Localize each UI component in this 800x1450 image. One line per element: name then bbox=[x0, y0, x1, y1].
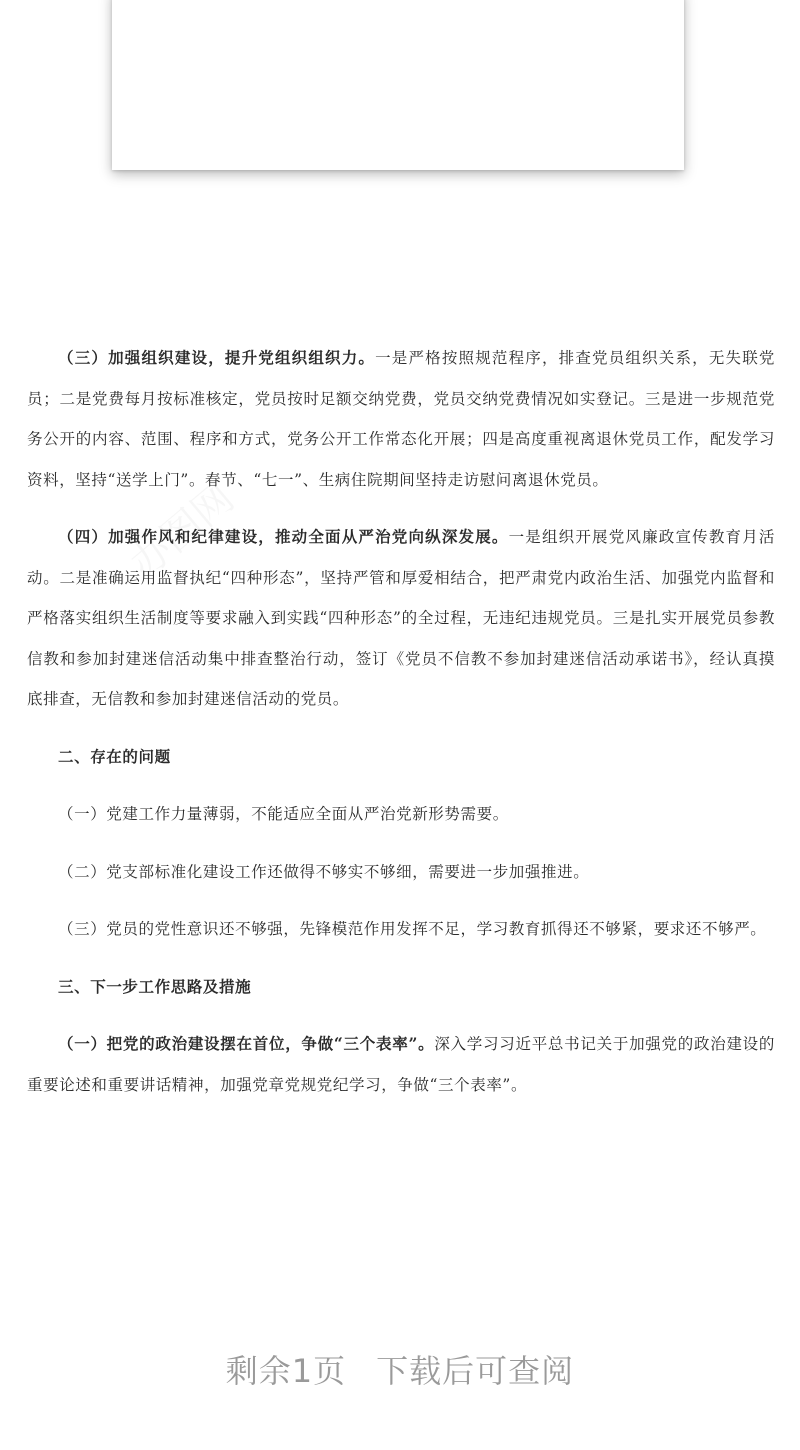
paragraph-text: 一是严格按照规范程序，排查党员组织关系，无失联党员；二是党费每月按标准核定，党员按时足额交纳党费，党员交纳党费情况如实登记。三是进一步规范党务公开的内容、范围、程序和方式，党务公开工作常态化开展；四是高度重视离退休党员工作，配发学习资料，坚持“送学上门”。春节、“七一”、生病住院期间坚持走访慰问离退休党员。 bbox=[27, 349, 775, 489]
paragraph-lead: （三）加强组织建设，提升党组织组织力。 bbox=[58, 348, 376, 367]
problem-item: （三）党员的党性意识还不够强，先锋模范作用发挥不足，学习教育抓得还不够紧，要求还不够严。 bbox=[58, 920, 767, 938]
problem-item: （一）党建工作力量薄弱，不能适应全面从严治党新形势需要。 bbox=[58, 805, 509, 823]
section-heading-problems: 二、存在的问题 bbox=[58, 746, 171, 766]
paragraph-text: 一是组织开展党风廉政宣传教育月活动。二是准确运用监督执纪“四种形态”，坚持严管和厚爱相结合，把严肃党内政治生活、加强党内监督和严格落实组织生活制度等要求融入到实践“四种形态”的全过程，无违纪违规党员。三是扎实开展党员参教信教和参加封建迷信活动集中排查整治行动，签订《党员不信教不参加封建迷信活动承诺书》，经认真摸底排查，无信教和参加封建迷信活动的党员。 bbox=[27, 528, 775, 708]
paragraph-lead: （四）加强作风和纪律建设，推动全面从严治党向纵深发展。 bbox=[58, 527, 509, 546]
section-heading-next-steps: 三、下一步工作思路及措施 bbox=[58, 976, 252, 996]
remaining-pages-text: 剩余1页 bbox=[225, 1352, 347, 1390]
document-body bbox=[27, 338, 775, 1122]
problem-item: （二）党支部标准化建设工作还做得不够实不够细，需要进一步加强推进。 bbox=[58, 862, 590, 881]
paragraph-org-building bbox=[27, 338, 775, 500]
preview-page-card bbox=[112, 0, 684, 170]
paragraph-lead: （一）把党的政治建设摆在首位，争做“三个表率”。 bbox=[58, 1034, 435, 1053]
download-to-view-text: 下载后可查阅 bbox=[376, 1352, 575, 1390]
paragraph-text: 深入学习习近平总书记关于加强党的政治建设的重要论述和重要讲话精神，加强党章党规党纪学习，争做“三个表率”。 bbox=[27, 1035, 776, 1094]
paragraph-political-building bbox=[27, 1024, 775, 1105]
remaining-pages-notice[interactable] bbox=[0, 1346, 800, 1392]
paragraph-discipline bbox=[27, 517, 775, 720]
